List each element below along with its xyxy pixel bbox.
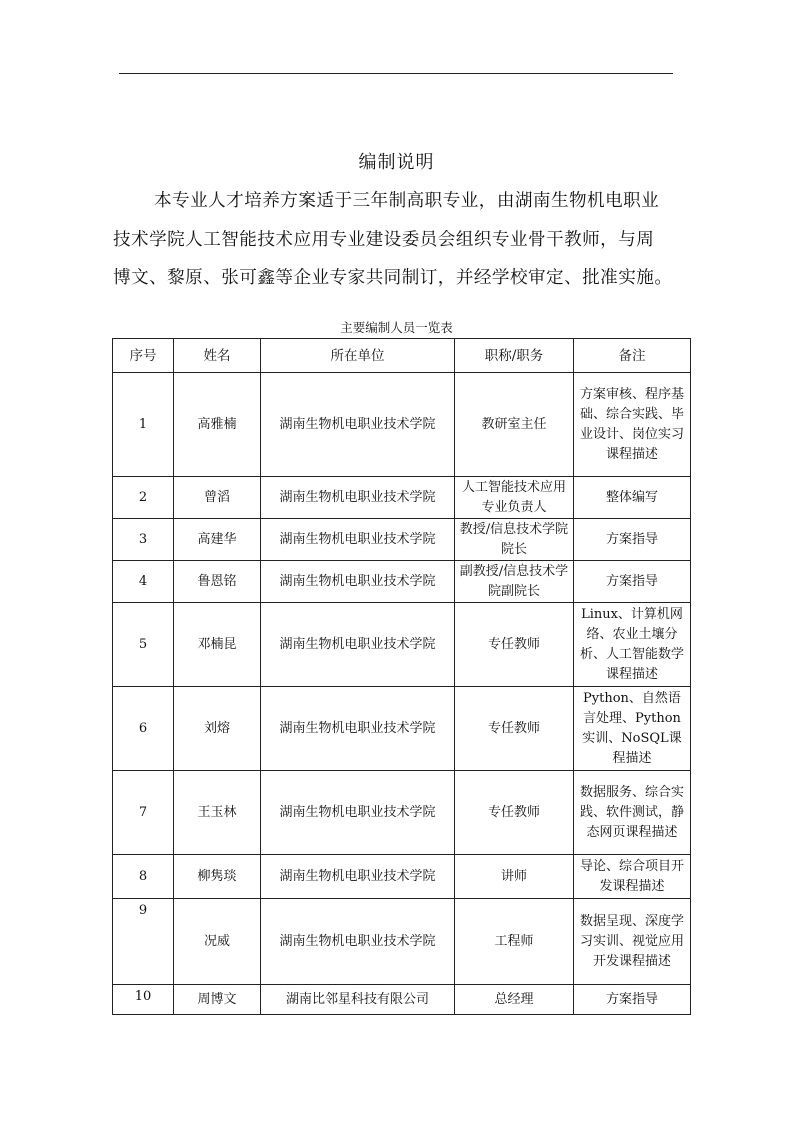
- table-row: [113, 771, 691, 855]
- cell-unit: 湖南生物机电职业技术学院: [261, 603, 455, 687]
- cell-note: 方案审核、程序基础、综合实践、毕业设计、岗位实习课程描述: [574, 373, 691, 477]
- paragraph-line: 技术学院人工智能技术应用专业建设委员会组织专业骨干教师，与周: [113, 229, 655, 250]
- cell-title: 总经理: [455, 985, 574, 1015]
- cell-note: 数据服务、综合实践、软件测试，静态网页课程描述: [574, 771, 691, 855]
- cell-name: 邓楠昆: [174, 603, 261, 687]
- cell-title: 工程师: [455, 899, 574, 985]
- intro-paragraph: [113, 182, 691, 298]
- cell-name: 刘熔: [174, 687, 261, 771]
- table-caption: 主要编制人员一览表: [340, 320, 453, 335]
- cell-unit: 湖南生物机电职业技术学院: [261, 771, 455, 855]
- cell-no: 4: [113, 561, 174, 603]
- cell-unit: 湖南生物机电职业技术学院: [261, 899, 455, 985]
- cell-title: 专任教师: [455, 603, 574, 687]
- col-header-name: 姓名: [174, 339, 261, 373]
- cell-title: 教研室主任: [455, 373, 574, 477]
- cell-unit: 湖南生物机电职业技术学院: [261, 519, 455, 561]
- cell-unit: 湖南生物机电职业技术学院: [261, 855, 455, 899]
- cell-no: 10: [113, 985, 174, 1015]
- cell-name: 鲁恩铭: [174, 561, 261, 603]
- cell-name: 况威: [174, 899, 261, 985]
- table-row: [113, 561, 691, 603]
- cell-title: 讲师: [455, 855, 574, 899]
- cell-no: 2: [113, 477, 174, 519]
- cell-unit: 湖南生物机电职业技术学院: [261, 477, 455, 519]
- table-row: [113, 373, 691, 477]
- table-row: [113, 855, 691, 899]
- table-header-row: [113, 339, 691, 373]
- cell-no: 7: [113, 771, 174, 855]
- cell-note: 方案指导: [574, 561, 691, 603]
- cell-unit: 湖南比邻星科技有限公司: [261, 985, 455, 1015]
- cell-title: 专任教师: [455, 687, 574, 771]
- cell-note: 导论、综合项目开发课程描述: [574, 855, 691, 899]
- cell-title: 副教授/信息技术学院副院长: [455, 561, 574, 603]
- table-row: [113, 603, 691, 687]
- table-row: [113, 985, 691, 1015]
- cell-no: 3: [113, 519, 174, 561]
- table-row: [113, 899, 691, 985]
- cell-no: 6: [113, 687, 174, 771]
- paragraph-line: 本专业人才培养方案适于三年制高职专业，由湖南生物机电职业: [154, 191, 660, 211]
- table-row: [113, 477, 691, 519]
- table-row: [113, 519, 691, 561]
- cell-unit: 湖南生物机电职业技术学院: [261, 373, 455, 477]
- cell-name: 柳隽琰: [174, 855, 261, 899]
- paragraph-line: 博文、黎原、张可鑫等企业专家共同制订，并经学校审定、批准实施。: [113, 268, 673, 288]
- cell-title: 人工智能技术应用专业负责人: [455, 477, 574, 519]
- cell-name: 周博文: [174, 985, 261, 1015]
- cell-title: 教授/信息技术学院院长: [455, 519, 574, 561]
- cell-name: 高建华: [174, 519, 261, 561]
- cell-note: 数据呈现、深度学习实训、视觉应用开发课程描述: [574, 899, 691, 985]
- cell-unit: 湖南生物机电职业技术学院: [261, 687, 455, 771]
- col-header-title: 职称/职务: [455, 339, 574, 373]
- page-title: 编制说明: [358, 152, 435, 173]
- col-header-no: 序号: [113, 339, 174, 373]
- cell-name: 王玉林: [174, 771, 261, 855]
- cell-unit: 湖南生物机电职业技术学院: [261, 561, 455, 603]
- cell-no: 5: [113, 603, 174, 687]
- cell-note: Linux、计算机网络、农业土壤分析、人工智能数学课程描述: [574, 603, 691, 687]
- cell-name: 曾滔: [174, 477, 261, 519]
- cell-no: 8: [113, 855, 174, 899]
- cell-title: 专任教师: [455, 771, 574, 855]
- table-row: [113, 687, 691, 771]
- cell-note: 方案指导: [574, 519, 691, 561]
- header-rule: [119, 73, 673, 74]
- col-header-note: 备注: [574, 339, 691, 373]
- cell-no: 1: [113, 373, 174, 477]
- cell-note: 方案指导: [574, 985, 691, 1015]
- cell-note: 整体编写: [574, 477, 691, 519]
- col-header-unit: 所在单位: [261, 339, 455, 373]
- cell-note: Python、自然语言处理、Python实训、NoSQL课程描述: [574, 687, 691, 771]
- staff-table: [112, 338, 691, 1015]
- cell-no: 9: [113, 899, 174, 985]
- cell-name: 高雅楠: [174, 373, 261, 477]
